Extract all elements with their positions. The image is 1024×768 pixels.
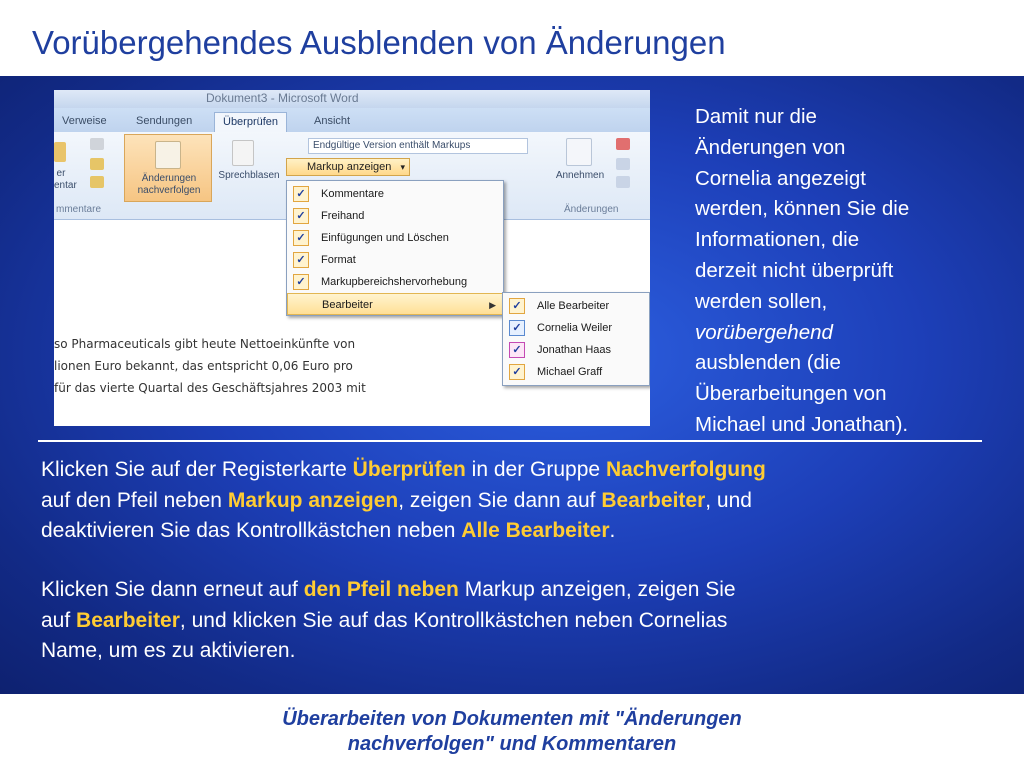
- doc-line: lionen Euro bekannt, das entspricht 0,06 Euro pro: [54, 359, 353, 373]
- track-changes-label-1: Änderungen: [141, 173, 197, 184]
- doc-line: so Pharmaceuticals gibt heute Nettoeinkünfte von: [54, 337, 356, 351]
- balloons-button[interactable]: Sprechblasen: [218, 170, 280, 181]
- checkbox-icon: ✓: [293, 208, 309, 224]
- slide-title: Vorübergehendes Ausblenden von Änderungen: [32, 24, 726, 61]
- word-screenshot: [54, 90, 650, 426]
- checkbox-icon: ✓: [509, 320, 525, 336]
- checkbox-icon: ✓: [509, 298, 525, 314]
- reject-icon: [616, 138, 630, 150]
- window-title: Dokument3 - Microsoft Word: [54, 90, 650, 108]
- display-for-review-select[interactable]: Endgültige Version enthält Markups: [308, 138, 528, 154]
- menu-item-michael-graff[interactable]: ✓ Michael Graff: [503, 361, 649, 383]
- tab-verweise[interactable]: Verweise: [62, 115, 107, 127]
- track-changes-icon: [155, 141, 181, 169]
- checkbox-icon: ✓: [293, 274, 309, 290]
- menu-item-jonathan-haas[interactable]: ✓ Jonathan Haas: [503, 339, 649, 361]
- tab-sendungen[interactable]: Sendungen: [136, 115, 193, 127]
- submenu-arrow-icon: ▶: [489, 300, 496, 310]
- menu-item-einfuegungen[interactable]: ✓ Einfügungen und Löschen: [287, 227, 503, 249]
- show-markup-label: Markup anzeigen: [307, 161, 392, 173]
- menu-item-cornelia-weiler[interactable]: ✓ Cornelia Weiler: [503, 317, 649, 339]
- new-comment-icon: [54, 142, 66, 162]
- checkbox-icon: ✓: [509, 342, 525, 358]
- previous-comment-icon: [90, 158, 104, 170]
- checkbox-icon: ✓: [293, 186, 309, 202]
- title-bar: [0, 0, 1024, 76]
- menu-item-markupbereich[interactable]: ✓ Markupbereichshervorhebung: [287, 271, 503, 293]
- track-changes-label-2: nachverfolgen: [137, 185, 201, 196]
- tab-ansicht[interactable]: Ansicht: [314, 115, 351, 127]
- footer-title: Überarbeiten von Dokumenten mit "Änderungen nachverfolgen" und Kommentaren: [282, 708, 742, 755]
- reviewers-submenu: [502, 292, 650, 386]
- new-comment-label-bottom: entar: [54, 180, 77, 191]
- markup-menu: [286, 180, 504, 316]
- changes-group-label: Änderungen: [564, 204, 619, 215]
- menu-item-freihand[interactable]: ✓ Freihand: [287, 205, 503, 227]
- divider: [38, 440, 982, 442]
- chevron-down-icon: ▾: [400, 162, 405, 172]
- menu-item-alle-bearbeiter[interactable]: ✓ Alle Bearbeiter: [503, 295, 649, 317]
- tab-ueberpruefen[interactable]: Überprüfen: [214, 112, 287, 132]
- new-comment-label-top: er: [56, 168, 66, 179]
- accept-button[interactable]: Annehmen: [555, 170, 605, 181]
- menu-item-format[interactable]: ✓ Format: [287, 249, 503, 271]
- menu-item-bearbeiter[interactable]: Bearbeiter ▶: [287, 293, 503, 315]
- checkbox-icon: ✓: [293, 252, 309, 268]
- track-changes-button[interactable]: [124, 134, 212, 202]
- comments-group-label: mmentare: [56, 204, 102, 215]
- ribbon-tabs: [54, 108, 650, 132]
- instruction-paragraph-2: Klicken Sie dann erneut auf den Pfeil neben Markup anzeigen, zeigen Sie auf Bearbeiter, und klicken Sie auf das Kontrollkästchen neben Cornelias Name, um es zu aktivieren.: [41, 578, 736, 663]
- menu-item-kommentare[interactable]: ✓ Kommentare: [287, 183, 503, 205]
- instruction-paragraph-1: Klicken Sie auf der Registerkarte Überprüfen in der Gruppe Nachverfolgung auf den Pfeil neben Markup anzeigen, zeigen Sie dann auf Bearbeiter, und deaktivieren Sie das Kontrollkästchen neben Alle Bearbeiter.: [41, 458, 766, 543]
- delete-comment-icon: [90, 138, 104, 150]
- previous-change-icon: [616, 158, 630, 170]
- balloons-icon: [232, 140, 254, 166]
- next-change-icon: [616, 176, 630, 188]
- doc-line: für das vierte Quartal des Geschäftsjahres 2003 mit: [54, 381, 366, 395]
- italic-word: vorübergehend: [695, 320, 833, 344]
- checkbox-icon: ✓: [509, 364, 525, 380]
- checkbox-icon: ✓: [293, 230, 309, 246]
- show-markup-button[interactable]: [286, 158, 410, 176]
- accept-icon: [566, 138, 592, 166]
- side-text: Damit nur die Änderungen von Cornelia angezeigt werden, können Sie die Informationen, die derzeit nicht überprüft werden sollen, vorübergehend ausblenden (die Überarbeitungen von Michael und Jonathan).: [695, 102, 995, 441]
- next-comment-icon: [90, 176, 104, 188]
